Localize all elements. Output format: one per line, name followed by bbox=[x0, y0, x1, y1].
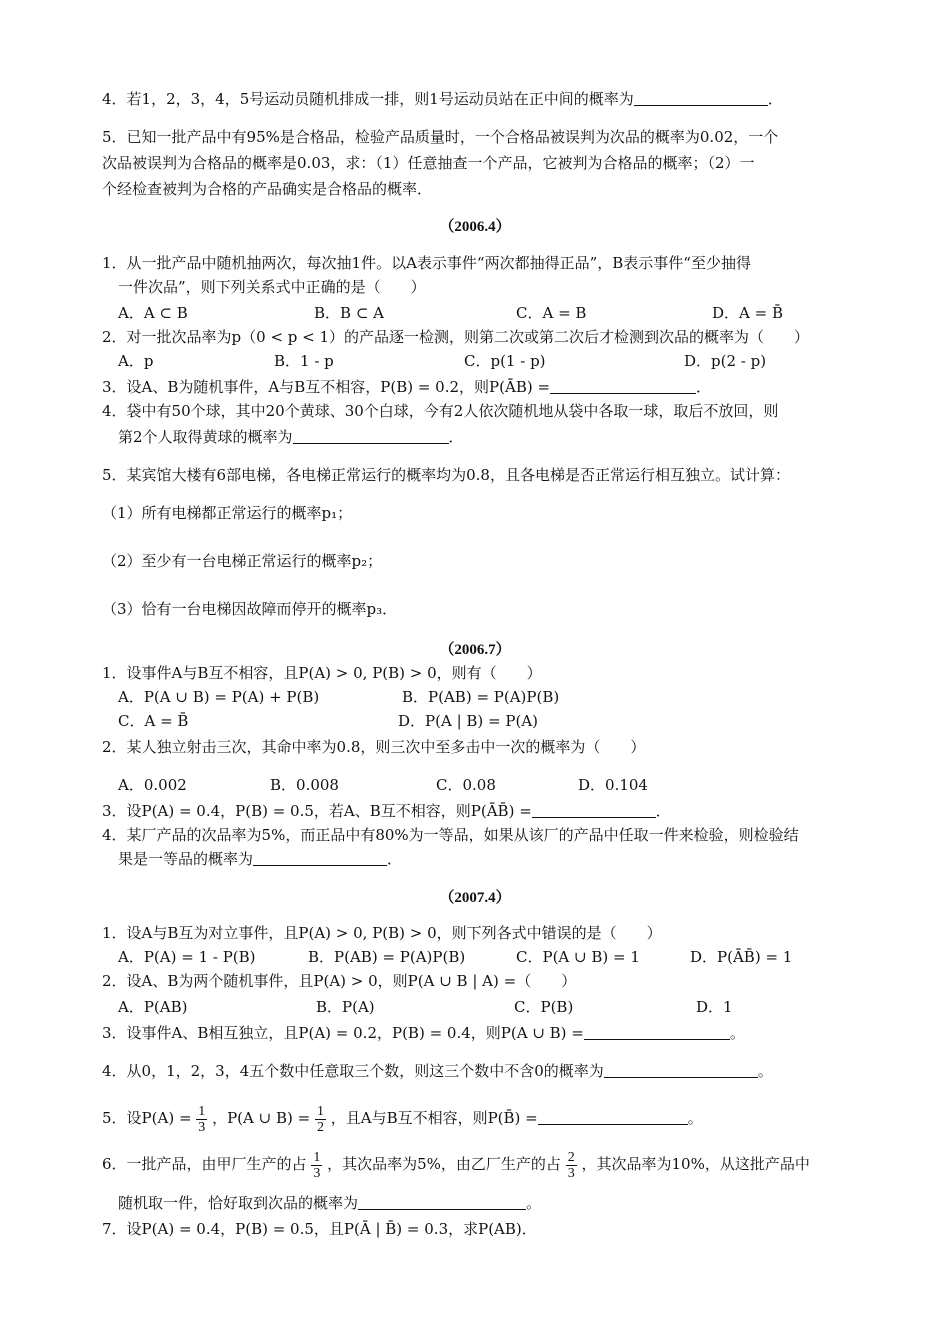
option-c: C．P(A ∪ B) = 1 bbox=[516, 948, 640, 966]
option-c: C．p(1 - p) bbox=[464, 352, 546, 370]
question-5-part-3: （3）恰有一台电梯因故障而停开的概率p₃． bbox=[102, 600, 398, 618]
option-b: B．P(AB) = P(A)P(B) bbox=[402, 688, 560, 706]
option-d: D．P(ĀB̄) = 1 bbox=[690, 948, 793, 966]
option-b: B．P(A) bbox=[316, 998, 375, 1016]
section-header-2006-4: （2006.4） bbox=[439, 219, 511, 235]
answer-blank bbox=[358, 1193, 526, 1210]
question-5-line-3: 个经检查被判为合格的产品确实是合格品的概率． bbox=[102, 180, 433, 198]
question-4: 4．从0，1，2，3，4五个数中任意取三个数，则这三个数中不含0的概率为 。 bbox=[102, 1062, 773, 1080]
option-d: D．p(2 - p) bbox=[684, 352, 767, 370]
answer-blank bbox=[584, 1023, 730, 1040]
answer-blank bbox=[634, 89, 768, 106]
question-4-line-1: 4．袋中有50个球，其中20个黄球、30个白球，今有2人依次随机地从袋中各取一球，取后不放回，则 bbox=[102, 402, 779, 420]
option-b: B．1 - p bbox=[274, 352, 334, 370]
option-a: A．A ⊂ B bbox=[118, 304, 188, 322]
option-b: B．B ⊂ A bbox=[314, 304, 384, 322]
question-4: 4．若1，2，3，4，5号运动员随机排成一排，则1号运动员站在正中间的概率为 ． bbox=[102, 90, 783, 108]
question-5-line-2: 次品被误判为合格品的概率是0.03，求：（1）任意抽查一个产品，它被判为合格品的概率；（2）一 bbox=[102, 154, 755, 172]
question-4-line-2: 果是一等品的概率为 ． bbox=[118, 850, 403, 868]
option-b: B．0.008 bbox=[270, 776, 339, 794]
answer-blank bbox=[538, 1108, 688, 1125]
question-1: 1．设事件A与B互不相容，且P(A) > 0, P(B) > 0，则有（ ） bbox=[102, 664, 542, 682]
question-4-line-2: 第2个人取得黄球的概率为 ． bbox=[118, 428, 464, 446]
question-3: 3．设A、B为随机事件，A与B互不相容，P(B) = 0.2，则P(ĀB) = ． bbox=[102, 378, 712, 396]
answer-blank bbox=[604, 1061, 758, 1078]
option-a: A．0.002 bbox=[118, 776, 187, 794]
answer-blank bbox=[532, 801, 656, 818]
question-1-line-2: 一件次品”，则下列关系式中正确的是（ ） bbox=[118, 278, 426, 296]
option-a: A．P(A ∪ B) = P(A) + P(B) bbox=[118, 688, 320, 706]
option-a: A．p bbox=[118, 352, 154, 370]
question-4-line-1: 4．某厂产品的次品率为5%，而正品中有80%为一等品，如果从该厂的产品中任取一件来检验，则检验结 bbox=[102, 826, 799, 844]
option-c: C．P(B) bbox=[514, 998, 574, 1016]
question-6-line-2: 随机取一件，恰好取到次品的概率为 。 bbox=[118, 1194, 542, 1212]
option-c: C．A = B bbox=[516, 304, 587, 322]
option-d: D．1 bbox=[696, 998, 733, 1016]
question-5: 5．某宾馆大楼有6部电梯，各电梯正常运行的概率均为0.8，且各电梯是否正常运行相互独立。试计算： bbox=[102, 466, 790, 484]
question-7: 7．设P(A) = 0.4，P(B) = 0.5，且P(Ā | B̄) = 0.3，求P(AB)． bbox=[102, 1220, 537, 1238]
fraction: $\frac{1}{3}$ bbox=[198, 1103, 206, 1135]
option-d: D．A = B̄ bbox=[712, 304, 783, 322]
section-header-2007-4: （2007.4） bbox=[439, 890, 511, 906]
question-6-line-1: 6．一批产品，由甲厂生产的占 $\frac{1}{3}$ ，其次品率为5%，由乙厂生产的占 $\frac{2}{3}$ ，其次品率为10%，从这批产品中 bbox=[102, 1149, 810, 1181]
option-a: A．P(AB) bbox=[118, 998, 188, 1016]
question-3: 3．设P(A) = 0.4，P(B) = 0.5，若A、B互不相容，则P(ĀB̄) = ． bbox=[102, 802, 671, 820]
question-1: 1．设A与B互为对立事件，且P(A) > 0, P(B) > 0，则下列各式中错误的是（ ） bbox=[102, 924, 662, 942]
answer-blank bbox=[253, 849, 387, 866]
option-c: C．A = B̄ bbox=[118, 712, 189, 730]
question-5-part-2: （2）至少有一台电梯正常运行的概率p₂； bbox=[102, 552, 383, 570]
option-d: D．P(A | B) = P(A) bbox=[398, 712, 539, 730]
question-3: 3．设事件A、B相互独立，且P(A) = 0.2，P(B) = 0.4，则P(A ∪ B) = 。 bbox=[102, 1024, 745, 1042]
section-header-2006-7: （2006.7） bbox=[439, 642, 511, 658]
option-d: D．0.104 bbox=[578, 776, 648, 794]
question-5-part-1: （1）所有电梯都正常运行的概率p₁； bbox=[102, 504, 353, 522]
answer-blank bbox=[293, 427, 449, 444]
question-2: 2．设A、B为两个随机事件，且P(A) > 0，则P(A ∪ B | A) =（ ） bbox=[102, 972, 577, 990]
option-a: A．P(A) = 1 - P(B) bbox=[118, 948, 256, 966]
option-b: B．P(AB) = P(A)P(B) bbox=[308, 948, 466, 966]
option-c: C．0.08 bbox=[436, 776, 496, 794]
question-1-line-1: 1．从一批产品中随机抽两次，每次抽1件。以A表示事件“两次都抽得正品”，B表示事件“至少抽得 bbox=[102, 254, 751, 272]
question-5: 5．设P(A) = $\frac{1}{3}$ ，P(A ∪ B) = $\frac{1}{2}$ ，且A与B互不相容，则P(B̄) = 。 bbox=[102, 1103, 703, 1135]
fraction: $\frac{2}{3}$ bbox=[567, 1149, 575, 1181]
question-2: 2．某人独立射击三次，其命中率为0.8，则三次中至多击中一次的概率为（ ） bbox=[102, 738, 646, 756]
fraction: $\frac{1}{2}$ bbox=[316, 1103, 324, 1135]
fraction: $\frac{1}{3}$ bbox=[313, 1149, 321, 1181]
answer-blank bbox=[550, 377, 696, 394]
question-5-line-1: 5．已知一批产品中有95%是合格品，检验产品质量时，一个合格品被误判为次品的概率为0.02，一个 bbox=[102, 128, 779, 146]
question-2: 2．对一批次品率为p（0 < p < 1）的产品逐一检测，则第二次或第二次后才检测到次品的概率为（ ） bbox=[102, 328, 810, 346]
